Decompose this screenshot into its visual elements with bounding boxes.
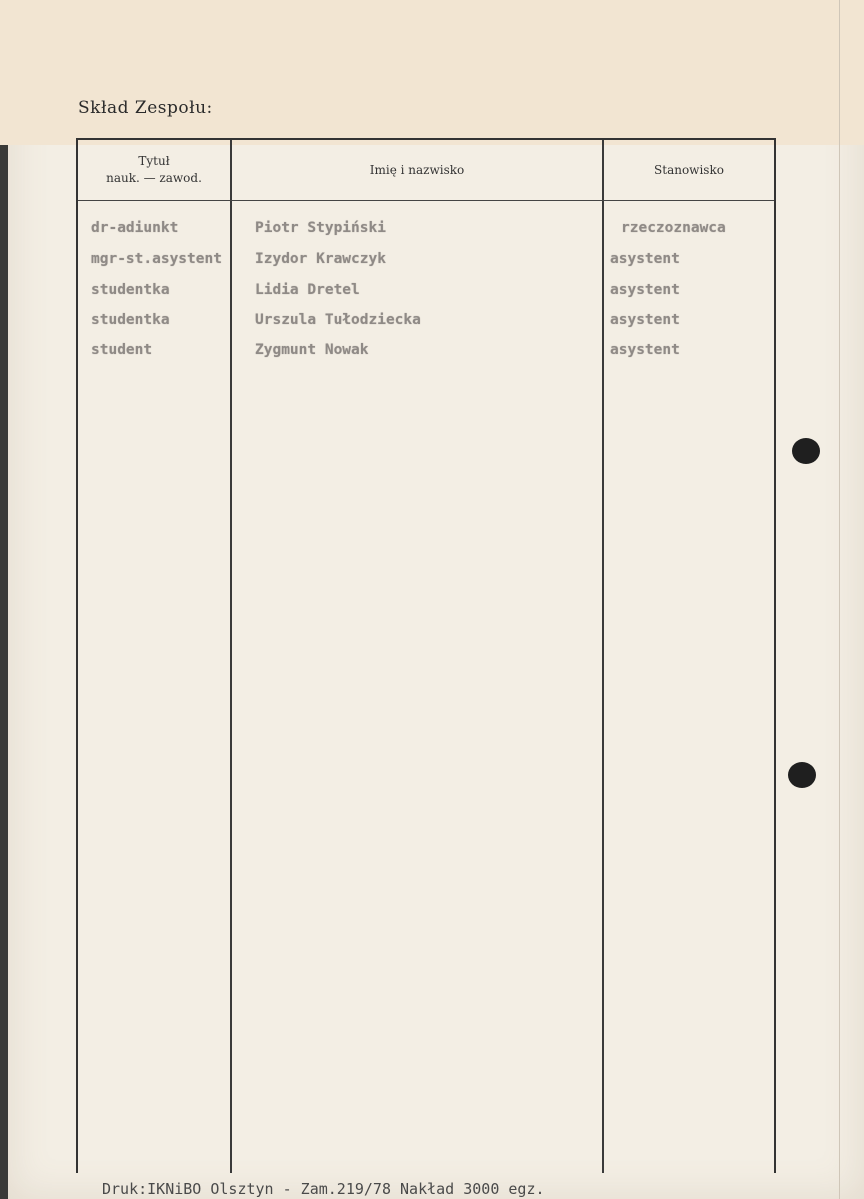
header-position-cell [604, 140, 774, 200]
row-position: asystent [610, 312, 680, 328]
table-row [78, 342, 778, 372]
row-title: studentka [91, 312, 170, 328]
row-title: mgr-st.asystent [91, 251, 222, 267]
header-name: Imię i nazwisko [369, 162, 465, 177]
row-name: Izydor Krawczyk [255, 251, 386, 267]
table-row [78, 282, 778, 312]
header-name-cell [232, 140, 602, 200]
punch-hole [792, 438, 820, 464]
team-table [76, 138, 776, 1173]
row-position: rzeczoznawca [621, 220, 726, 236]
header-title-line2: nauk. — zawod. [106, 171, 202, 185]
printer-footer: Druk:IKNiBO Olsztyn - Zam.219/78 Nakład 3000 egz. [102, 1180, 545, 1198]
row-name: Urszula Tułodziecka [255, 312, 421, 328]
page-edge [839, 0, 840, 1199]
row-title: dr-adiunkt [91, 220, 179, 236]
row-position: asystent [610, 251, 680, 267]
header-position: Stanowisko [654, 162, 724, 177]
header-title-cell [78, 140, 230, 200]
table-row [78, 220, 778, 250]
table-row [78, 312, 778, 342]
header-divider [78, 200, 774, 201]
row-title: studentka [91, 282, 170, 298]
row-position: asystent [610, 282, 680, 298]
page-heading: Skład Zespołu: [78, 98, 213, 118]
punch-hole [788, 762, 816, 788]
row-name: Piotr Stypiński [255, 220, 386, 236]
row-position: asystent [610, 342, 680, 358]
paper-flap [0, 0, 864, 145]
row-name: Zygmunt Nowak [255, 342, 369, 358]
header-title-line1: Tytuł [138, 154, 170, 168]
table-row [78, 251, 778, 281]
row-title: student [91, 342, 153, 358]
row-name: Lidia Dretel [255, 282, 360, 298]
